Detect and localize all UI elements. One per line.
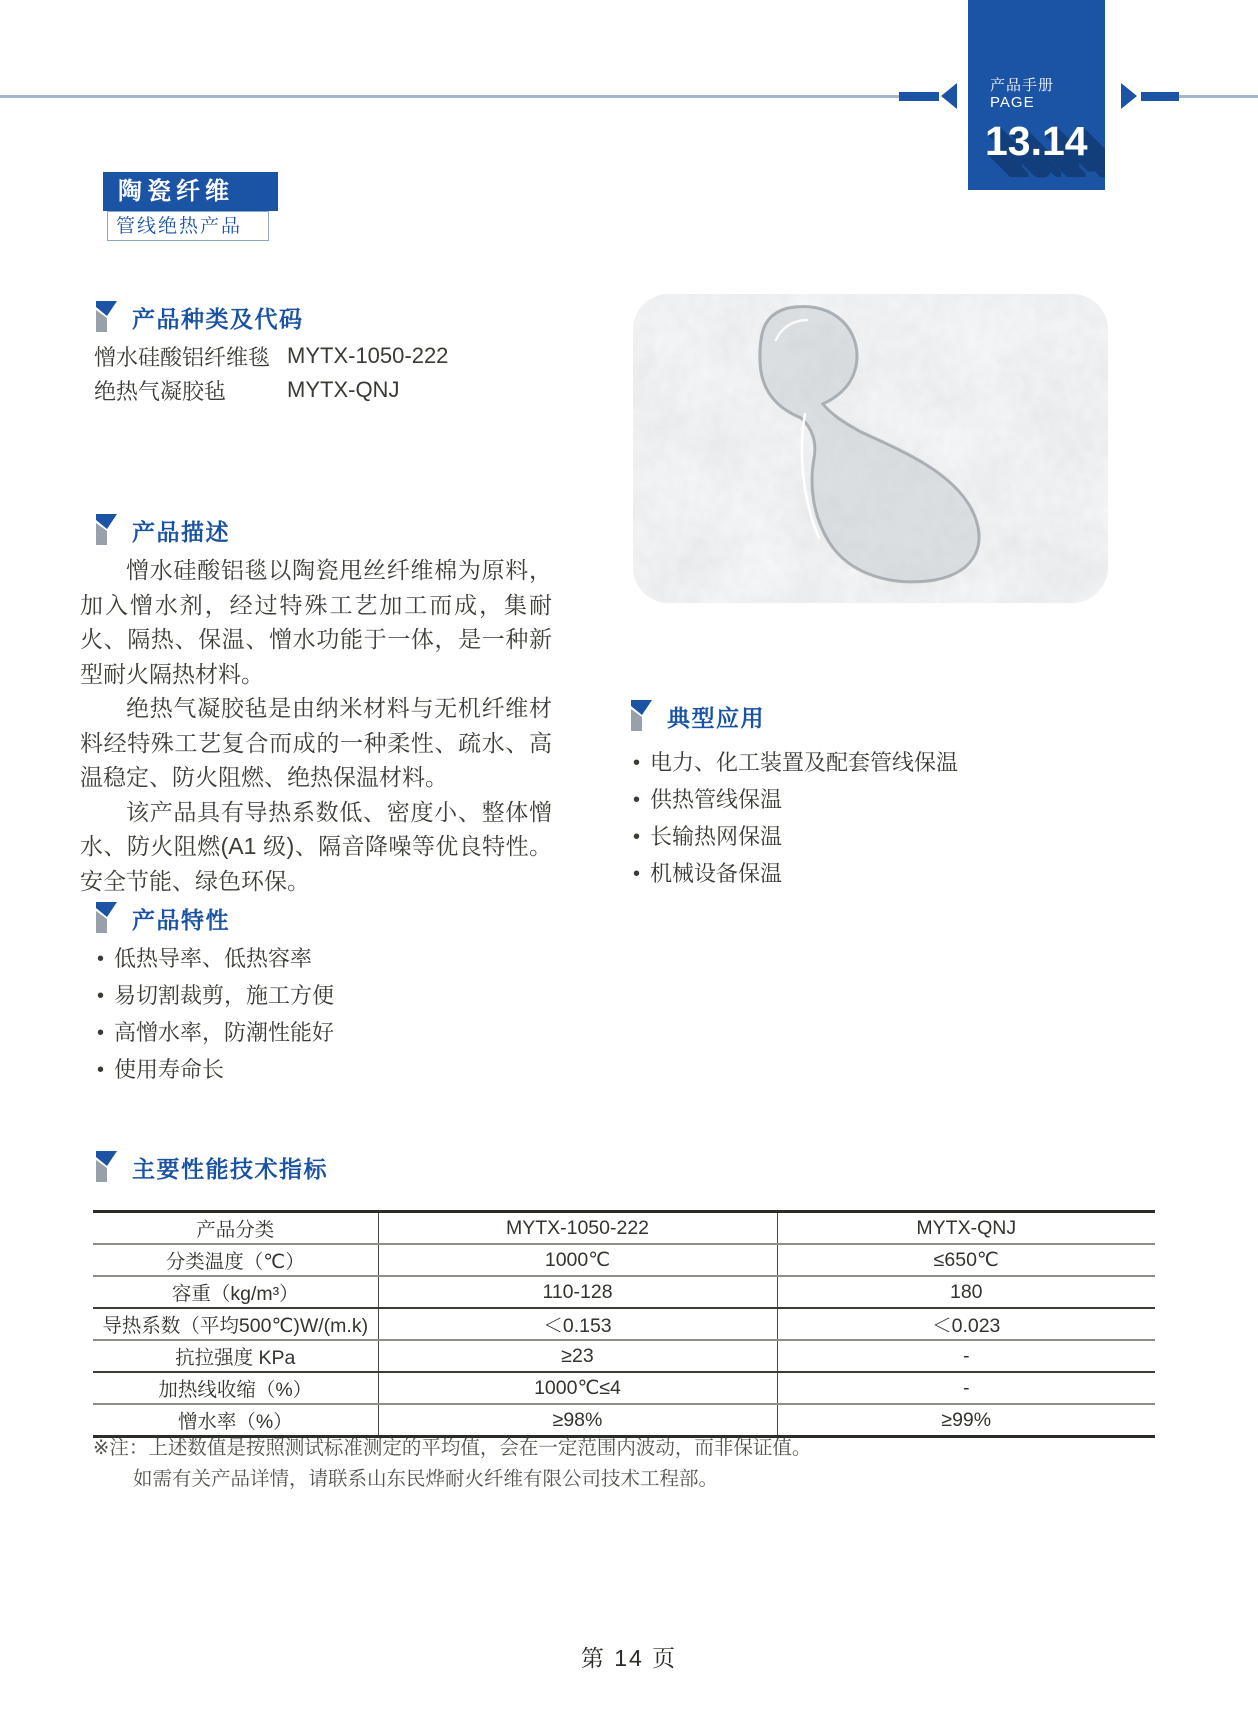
- arrow-left-icon: [941, 83, 957, 109]
- application-item: • 电力、化工装置及配套管线保温: [633, 745, 958, 782]
- feature-item: • 高憎水率，防潮性能好: [97, 1015, 334, 1052]
- table-cell: -: [963, 1344, 970, 1367]
- product-photo: [633, 294, 1108, 603]
- product-type-code: MYTX-QNJ: [287, 377, 400, 402]
- table-cell: ＜0.023: [932, 1315, 1001, 1337]
- product-type-name: 绝热气凝胶毡: [94, 378, 227, 404]
- application-item: • 供热管线保温: [633, 782, 958, 819]
- table-cell: 加热线收缩（%）: [93, 1372, 378, 1404]
- category-banner: 陶瓷纤维: [103, 172, 278, 211]
- application-item: • 长输热网保温: [633, 819, 958, 856]
- arrow-right-icon: [1121, 83, 1137, 109]
- section-title: 典型应用: [667, 704, 765, 731]
- table-header-cell: 产品分类: [93, 1212, 378, 1245]
- table-cell: ≥23: [378, 1340, 777, 1372]
- table-row: [93, 1276, 1155, 1308]
- top-rule-thin-left: [0, 95, 899, 98]
- page-badge: [968, 0, 1105, 190]
- section-marker-icon: [95, 301, 117, 333]
- category-subtitle: 管线绝热产品: [107, 211, 269, 241]
- table-row: [93, 1308, 1155, 1340]
- badge-manual-label: 产品手册: [990, 77, 1055, 94]
- description-paragraph: 绝热气凝胶毡是由纳米材料与无机纤维材料经特殊工艺复合而成的一种柔性、疏水、高温稳定、防火阻燃、绝热保温材料。: [80, 695, 552, 790]
- note-line: 如需有关产品详情，请联系山东民烨耐火纤维有限公司技术工程部。: [133, 1468, 719, 1490]
- table-header-cell: MYTX-QNJ: [916, 1216, 1017, 1239]
- badge-page-number: 13.14: [985, 118, 1088, 164]
- applications-list: [633, 745, 958, 893]
- top-rule-thick-right: [1141, 92, 1179, 101]
- section-heading-applications: [630, 700, 765, 732]
- table-cell: 导热系数（平均500℃)W/(m.k): [93, 1308, 378, 1340]
- table-cell: ≤650℃: [933, 1249, 999, 1271]
- note-line: ※注：上述数值是按照测试标准测定的平均值，会在一定范围内波动，而非保证值。: [93, 1437, 812, 1459]
- section-heading-features: [95, 902, 230, 934]
- product-type-name: 憎水硅酸铝纤维毯: [94, 344, 271, 370]
- table-cell: ＜0.153: [378, 1308, 777, 1340]
- section-marker-icon: [95, 514, 117, 546]
- table-cell: 抗拉强度 KPa: [93, 1340, 378, 1372]
- description-paragraph: 憎水硅酸铝毯以陶瓷甩丝纤维棉为原料，加入憎水剂，经过特殊工艺加工而成，集耐火、隔热、保温、憎水功能于一体，是一种新型耐火隔热材料。: [80, 557, 552, 687]
- product-type-row: [94, 340, 448, 372]
- feature-item: • 低热导率、低热容率: [97, 941, 334, 978]
- section-title: 产品种类及代码: [132, 305, 304, 332]
- feature-item: • 易切割裁剪，施工方便: [97, 978, 334, 1015]
- table-cell: 容重（kg/m³）: [93, 1276, 378, 1308]
- product-type-code: MYTX-1050-222: [287, 343, 449, 368]
- section-heading-description: [95, 514, 230, 546]
- table-cell: ≥98%: [378, 1404, 777, 1437]
- badge-page-label: PAGE: [990, 94, 1035, 111]
- table-cell: 1000℃≤4: [378, 1372, 777, 1404]
- top-rule-thick-left: [899, 92, 939, 101]
- table-cell: 分类温度（℃）: [93, 1244, 378, 1276]
- table-header-cell: MYTX-1050-222: [378, 1212, 777, 1245]
- section-marker-icon: [95, 902, 117, 934]
- section-heading-specs: [95, 1151, 328, 1183]
- table-row: [93, 1244, 1155, 1276]
- table-notes: [93, 1433, 811, 1495]
- table-cell: ≥99%: [941, 1408, 992, 1431]
- section-marker-icon: [630, 700, 652, 732]
- table-cell: 180: [949, 1280, 983, 1303]
- fiber-blanket-image: [633, 294, 1108, 603]
- section-heading-types: [95, 301, 304, 333]
- specs-table: [93, 1210, 1155, 1438]
- section-title: 产品特性: [132, 906, 230, 933]
- feature-item: • 使用寿命长: [97, 1052, 334, 1089]
- top-rule-thin-right: [1179, 95, 1258, 98]
- section-marker-icon: [95, 1151, 117, 1183]
- product-type-row: [94, 374, 399, 406]
- application-item: • 机械设备保温: [633, 856, 958, 893]
- description-paragraph: 该产品具有导热系数低、密度小、整体憎水、防火阻燃(A1 级)、隔音降噪等优良特性。安全节能、绿色环保。: [80, 798, 552, 894]
- section-title: 主要性能技术指标: [132, 1155, 328, 1182]
- table-row: [93, 1340, 1155, 1372]
- table-row: [93, 1404, 1155, 1437]
- table-header-row: [93, 1212, 1155, 1245]
- table-cell: 1000℃: [378, 1244, 777, 1276]
- table-row: [93, 1372, 1155, 1404]
- table-cell: 110-128: [378, 1276, 777, 1308]
- table-cell: 憎水率（%）: [93, 1404, 378, 1437]
- table-cell: -: [963, 1376, 970, 1399]
- features-list: [97, 941, 334, 1089]
- page-footer: 第 14 页: [580, 1645, 678, 1671]
- section-title: 产品描述: [132, 518, 230, 545]
- description-text: [80, 553, 552, 898]
